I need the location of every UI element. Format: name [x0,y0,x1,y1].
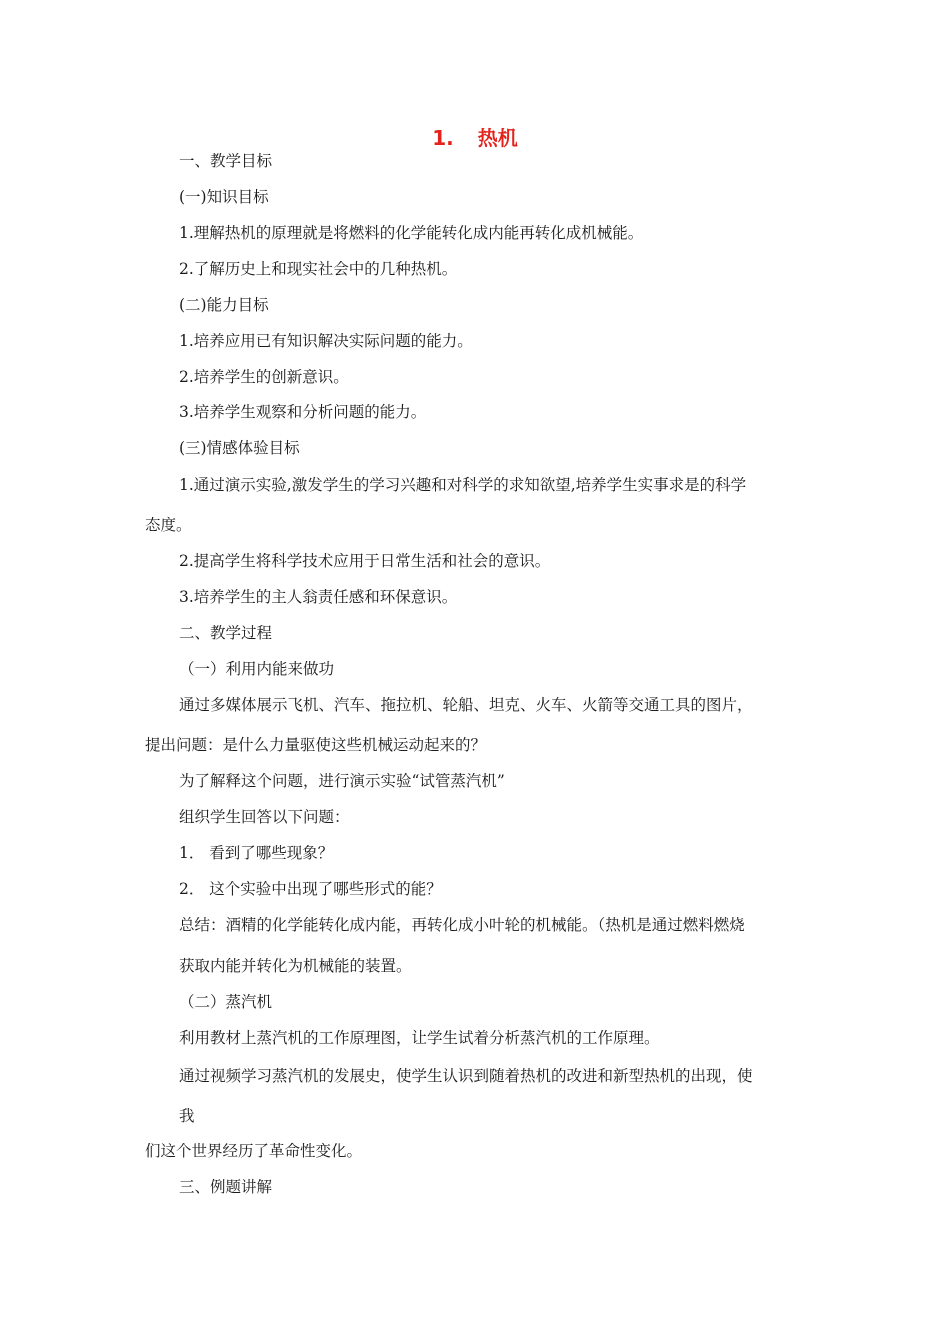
paragraph: 通过视频学习蒸汽机的发展史，使学生认识到随着热机的改进和新型热机的出现，使 [179,1067,753,1085]
page-title [0,124,950,152]
title-text: 热机 [477,126,518,150]
paragraph: 1.理解热机的原理就是将燃料的化学能转化成内能再转化成机械能。 [179,224,644,242]
list-item: 1． 看到了哪些现象？ [179,844,334,862]
paragraph: 1.通过演示实验,激发学生的学习兴趣和对科学的求知欲望,培养学生实事求是的科学 [179,476,747,494]
subsection-heading: (二)能力目标 [179,296,269,314]
subsection-heading: （一）利用内能来做功 [179,660,335,678]
subsection-heading: （二）蒸汽机 [179,993,273,1011]
paragraph: 3.培养学生观察和分析问题的能力。 [179,403,427,421]
section-heading: 二、教学过程 [179,624,273,642]
paragraph: 利用教材上蒸汽机的工作原理图，让学生试着分析蒸汽机的工作原理。 [179,1029,660,1047]
paragraph-continuation: 态度。 [145,516,192,534]
paragraph-continuation: 们这个世界经历了革命性变化。 [145,1142,363,1160]
paragraph-continuation: 我 [179,1107,195,1125]
section-heading: 一、教学目标 [179,152,273,170]
paragraph: 为了解释这个问题，进行演示实验“试管蒸汽机” [179,772,505,790]
paragraph: 1.培养应用已有知识解决实际问题的能力。 [179,332,473,350]
title-number: 1. [432,126,454,150]
paragraph: 2.培养学生的创新意识。 [179,368,349,386]
paragraph: 通过多媒体展示飞机、汽车、拖拉机、轮船、坦克、火车、火箭等交通工具的图片， [179,696,753,714]
subsection-heading: (三)情感体验目标 [179,439,300,457]
paragraph: 2.提高学生将科学技术应用于日常生活和社会的意识。 [179,552,551,570]
paragraph: 组织学生回答以下问题： [179,808,350,826]
paragraph-continuation: 获取内能并转化为机械能的装置。 [179,957,412,975]
paragraph: 3.培养学生的主人翁责任感和环保意识。 [179,588,458,606]
list-item: 2． 这个实验中出现了哪些形式的能？ [179,880,442,898]
paragraph-continuation: 提出问题：是什么力量驱使这些机械运动起来的？ [145,736,487,754]
section-heading: 三、例题讲解 [179,1178,273,1196]
paragraph: 总结：酒精的化学能转化成内能，再转化成小叶轮的机械能。（热机是通过燃料燃烧 [179,916,745,934]
subsection-heading: (一)知识目标 [179,188,269,206]
paragraph: 2.了解历史上和现实社会中的几种热机。 [179,260,458,278]
